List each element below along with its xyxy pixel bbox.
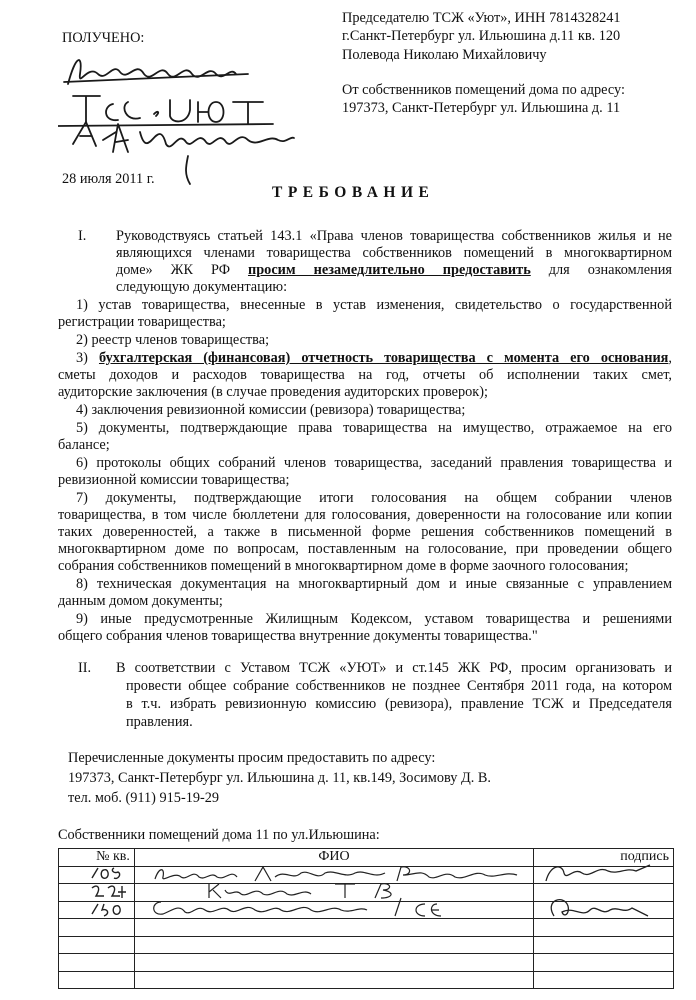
section1-intro-line: Руководствуясь статьей 143.1 «Права членов товарищества собственников жилья и не bbox=[116, 228, 672, 244]
doc-item-1: 1) устав товарищества, внесенные в устав изменения, свидетельство о государственной bbox=[76, 297, 672, 313]
table-row bbox=[59, 901, 674, 919]
section1-intro-line: являющихся членами товарищества собственников помещений в многоквартирном bbox=[116, 245, 672, 261]
column-header-name: ФИО bbox=[134, 849, 533, 867]
section1-numeral: I. bbox=[78, 228, 87, 244]
handwritten-apt-number bbox=[88, 864, 128, 882]
section2-numeral: II. bbox=[78, 660, 92, 676]
table-row bbox=[59, 971, 674, 989]
addressee-from-line: От собственников помещений дома по адресу: bbox=[342, 82, 625, 98]
section1-intro-text: доме» ЖК РФ bbox=[116, 262, 230, 278]
doc-item-7-cont: собрания собственников помещений в многоквартирном доме в форме заочного голосования; bbox=[58, 558, 629, 574]
doc-item-7-cont: таких доверенностей, а также в письменной форме решения собственников помещений в bbox=[58, 524, 672, 540]
doc-item-5: 5) документы, подтверждающие права товарищества на имущество, отражаемое на его bbox=[76, 420, 672, 436]
section2-line: правления. bbox=[126, 714, 193, 730]
doc-item-7: 7) документы, подтверждающие итоги голосования на общем собрании членов bbox=[76, 490, 672, 506]
delivery-phone: тел. моб. (911) 915-19-29 bbox=[68, 790, 220, 806]
table-row bbox=[59, 954, 674, 972]
owners-table bbox=[58, 848, 674, 989]
handwritten-apt-number bbox=[88, 900, 128, 918]
signature-icon bbox=[544, 896, 674, 922]
received-date: 28 июля 2011 г. bbox=[62, 171, 155, 187]
name-cell bbox=[134, 901, 533, 919]
doc-item-5-cont: балансе; bbox=[58, 437, 110, 453]
doc-item-3-cont: сметы доходов и расходов товарищества на год, отчеты об исполнении таких смет, bbox=[58, 367, 672, 383]
doc-item-9-cont: общего собрания членов товарищества внутренние документы товарищества." bbox=[58, 628, 538, 644]
doc-item-6: 6) протоколы общих собраний членов товарищества, заседаний правления товарищества и bbox=[76, 455, 672, 471]
signature-cell bbox=[534, 901, 674, 919]
section2-line: провести общее собрание собственников не позднее Сентября 2011 года, на котором bbox=[126, 678, 672, 694]
request-emphasis: просим незамедлительно предоставить bbox=[247, 262, 531, 278]
column-header-apt: № кв. bbox=[59, 849, 135, 867]
addressee-to-line: г.Санкт-Петербург ул. Ильюшина д.11 кв. 120 bbox=[342, 28, 621, 44]
doc-item-7-cont: товарищества, в том числе бюллетени для голосования, доверенности на голосование или копии bbox=[58, 507, 672, 523]
delivery-line: 197373, Санкт-Петербург ул. Ильюшина д. 11, кв.149, Зосимову Д. В. bbox=[68, 770, 491, 786]
addressee-to-line: Полевода Николаю Михайловичу bbox=[342, 47, 547, 63]
doc-item-9: 9) иные предусмотренные Жилищным Кодексом, уставом товарищества и решениями bbox=[76, 611, 672, 627]
doc-item-1-cont: регистрации товарищества; bbox=[58, 314, 226, 330]
received-label: ПОЛУЧЕНО: bbox=[62, 30, 145, 46]
doc-item-7-cont: многоквартирном доме по вопросам, поставленным на голосование, при проведении общего bbox=[58, 541, 672, 557]
column-header-signature: подпись bbox=[534, 849, 674, 867]
section2-line: В соответствии с Уставом ТСЖ «УЮТ» и ст.145 ЖК РФ, просим организовать и bbox=[116, 660, 672, 676]
delivery-line: Перечисленные документы просим предоставить по адресу: bbox=[68, 750, 436, 766]
apt-cell bbox=[59, 884, 135, 902]
section1-intro-line bbox=[116, 262, 672, 279]
apt-cell bbox=[59, 901, 135, 919]
doc-item-2: 2) реестр членов товарищества; bbox=[76, 332, 270, 348]
handwritten-apt-number bbox=[88, 882, 128, 900]
addressee-to-line: Председателю ТСЖ «Уют», ИНН 7814328241 bbox=[342, 10, 621, 26]
doc-item-8-cont: данным домом документы; bbox=[58, 593, 223, 609]
doc-item-3-cont: аудиторские заключения (в случае проведения аудиторских проверок); bbox=[58, 384, 488, 400]
section1-intro-text: для ознакомления bbox=[548, 262, 673, 278]
addressee-from-line: 197373, Санкт-Петербург ул. Ильюшина д. 11 bbox=[342, 100, 621, 116]
table-row bbox=[59, 936, 674, 954]
owners-caption: Собственники помещений дома 11 по ул.Ильюшина: bbox=[58, 827, 380, 843]
doc-item-3-emphasis: бухгалтерская (финансовая) отчетность товарищества с момента его основания bbox=[98, 350, 669, 366]
doc-item-3-comma: , bbox=[668, 350, 672, 366]
handwritten-name bbox=[145, 896, 535, 920]
section1-intro-line: следующую документацию: bbox=[116, 279, 288, 295]
doc-item-8: 8) техническая документация на многоквартирный дом и иные связанные с управлением bbox=[76, 576, 672, 592]
doc-item-3 bbox=[76, 350, 672, 367]
doc-item-3-number: 3) bbox=[76, 350, 88, 366]
document-title: ТРЕБОВАНИЕ bbox=[272, 184, 435, 201]
doc-item-6-cont: ревизионной комиссии товарищества; bbox=[58, 472, 290, 488]
apt-cell bbox=[59, 866, 135, 884]
doc-item-4: 4) заключения ревизионной комиссии (ревизора) товарищества; bbox=[76, 402, 466, 418]
section2-line: в т.ч. избрать ревизионную комиссию (ревизора), правление ТСЖ и Председателя bbox=[126, 696, 672, 712]
